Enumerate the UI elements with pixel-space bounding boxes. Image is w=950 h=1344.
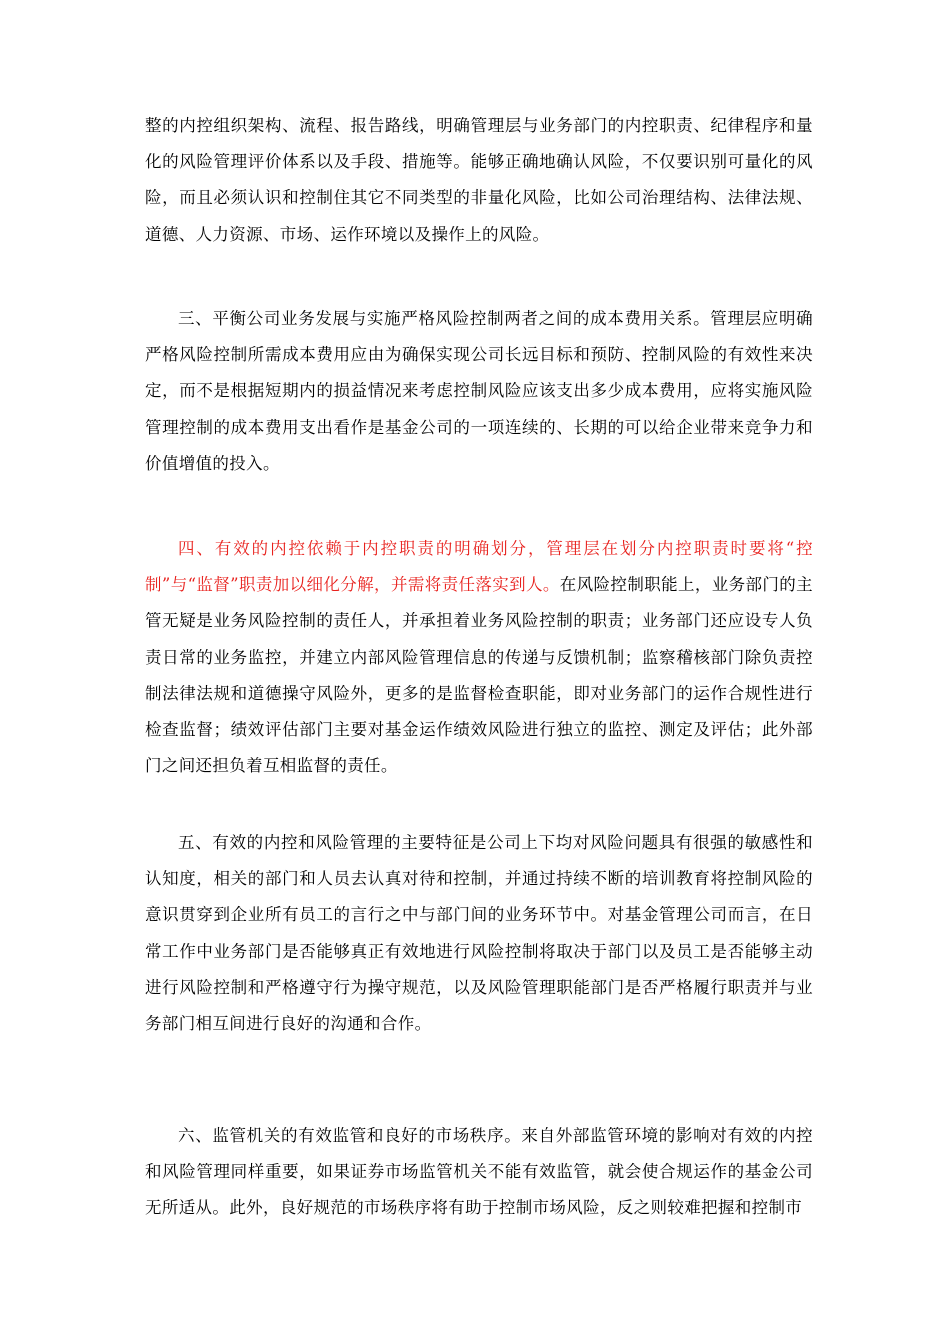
paragraph-item-five: 五、有效的内控和风险管理的主要特征是公司上下均对风险问题具有很强的敏感性和认知度，相关的部门和人员去认真对待和控制，并通过持续不断的培训教育将控制风险的意识贯穿到企业所有员工的言行之中与部门间的业务环节中。对基金管理公司而言，在日常工作中业务部门是否能够真正有效地进行风险控制将取决于部门以及员工是否能够主动进行风险控制和严格遵守行为操守规范，以及风险管理职能部门是否严格履行职责并与业务部门相互间进行良好的沟通和合作。 xyxy=(145,833,813,1034)
paragraph-item-three: 三、平衡公司业务发展与实施严格风险控制两者之间的成本费用关系。管理层应明确严格风险控制所需成本费用应由为确保实现公司长远目标和预防、控制风险的有效性来决定，而不是根据短期内的损益情况来考虑控制风险应该支出多少成本费用，应将实施风险管理控制的成本费用支出看作是基金公司的一项连续的、长期的可以给企业带来竞争力和价值增值的投入。 xyxy=(145,309,813,473)
highlighted-key-sentence: 四、有效的内控依赖于内控职责的明确划分，管理层在划分内控职责时要将“控制”与“监督”职责加以细化分解，并需将责任落实到人。 xyxy=(145,539,813,595)
paragraph-continuation: 整的内控组织架构、流程、报告路线，明确管理层与业务部门的内控职责、纪律程序和量化的风险管理评价体系以及手段、措施等。能够正确地确认风险，不仅要识别可量化的风险，而且必须认识和控制住其它不同类型的非量化风险，比如公司治理结构、法律法规、道德、人力资源、市场、运作环境以及操作上的风险。 xyxy=(145,116,813,244)
paragraph-item-four xyxy=(145,531,813,784)
paragraph-body-text: 在风险控制职能上，业务部门的主管无疑是业务风险控制的责任人，并承担着业务风险控制的职责；业务部门还应设专人负责日常的业务监控，并建立内部风险管理信息的传递与反馈机制；监察稽核部门除负责控制法律法规和道德操守风险外，更多的是监督检查职能，即对业务部门的运作合规性进行检查监督；绩效评估部门主要对基金运作绩效风险进行独立的监控、测定及评估；此外部门之间还担负着互相监督的责任。 xyxy=(145,575,814,776)
paragraph-item-six: 六、监管机关的有效监管和良好的市场秩序。来自外部监管环境的影响对有效的内控和风险管理同样重要，如果证券市场监管机关不能有效监管，就会使合规运作的基金公司无所适从。此外，良好规范的市场秩序将有助于控制市场风险，反之则较难把握和控制市 xyxy=(145,1126,813,1218)
